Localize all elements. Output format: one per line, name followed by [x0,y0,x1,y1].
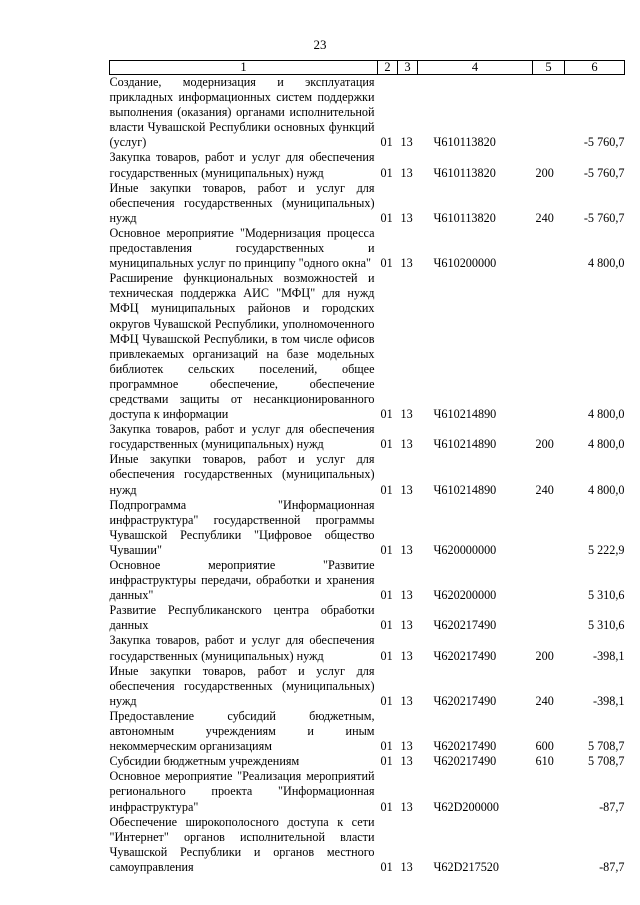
row-target-article: Ч610200000 [433,256,497,271]
row-section: 01 [380,618,393,633]
row-amount: 5 708,7 [587,754,625,769]
row-subsection: 13 [400,437,413,452]
row-amount: -5 760,7 [583,210,625,225]
row-amount: 4 800,0 [587,256,625,271]
table-row [110,633,625,663]
row-section: 01 [380,135,393,150]
row-name: Основное мероприятие "Модернизация процесса предоставления государственных и муниципальных услуг по принципу "одного окна" [109,225,375,271]
row-subsection: 13 [400,618,413,633]
column-header: 5 [533,61,565,75]
row-amount: -5 760,7 [583,165,625,180]
table-row [110,754,625,769]
row-section: 01 [380,542,393,557]
row-subsection: 13 [400,693,413,708]
row-name: Основное мероприятие "Реализация мероприятий регионального проекта "Информационная инфраструктура" [109,769,375,814]
row-section: 01 [380,799,393,814]
row-expense-type: 240 [535,693,554,708]
row-name: Закупка товаров, работ и услуг для обеспечения государственных (муниципальных) нужд [109,422,375,452]
row-amount: -5 760,7 [583,135,625,150]
table-row [110,709,625,754]
row-section: 01 [380,407,393,422]
row-section: 01 [380,739,393,754]
column-header: 1 [110,61,378,75]
row-expense-type: 200 [535,437,554,452]
table-row [110,498,625,558]
row-name: Закупка товаров, работ и услуг для обеспечения государственных (муниципальных) нужд [109,150,375,180]
row-subsection: 13 [400,135,413,150]
row-target-article: Ч610214890 [433,482,497,497]
table-row [110,422,625,452]
row-name: Субсидии бюджетным учреждениям [109,754,300,769]
row-subsection: 13 [400,739,413,754]
column-header: 3 [398,61,418,75]
row-amount: 4 800,0 [587,407,625,422]
row-amount: 4 800,0 [587,437,625,452]
table-header [110,61,625,75]
row-name: Иные закупки товаров, работ и услуг для обеспечения государственных (муниципальных) нужд [109,663,375,708]
row-target-article: Ч620217490 [433,648,497,663]
row-target-article: Ч620217490 [433,739,497,754]
row-section: 01 [380,256,393,271]
row-section: 01 [380,437,393,452]
row-name: Создание, модернизация и эксплуатация прикладных информационных систем поддержки выполнения (оказания) органами исполнительной власти Чувашской Республики основных функций (услуг) [109,75,375,150]
row-expense-type: 200 [535,648,554,663]
row-amount: -87,7 [599,859,625,874]
row-subsection: 13 [400,588,413,603]
row-section: 01 [380,210,393,225]
table-row [110,181,625,226]
row-name: Основное мероприятие "Развитие инфраструктуры передачи, обработки и хранения данных" [109,558,375,603]
row-target-article: Ч620217490 [433,754,497,769]
row-expense-type [533,603,565,633]
row-name: Обеспечение широкополосного доступа к сети "Интернет" органов исполнительной власти Чувашской Республики и органов местного самоуправления [109,814,375,874]
column-header: 6 [565,61,625,75]
row-name: Иные закупки товаров, работ и услуг для обеспечения государственных (муниципальных) нужд [109,180,375,225]
table-row [110,603,625,633]
row-expense-type: 240 [535,482,554,497]
row-target-article: Ч620217490 [433,618,497,633]
table-row [110,271,625,422]
row-amount: -398,1 [593,648,625,663]
row-subsection: 13 [400,165,413,180]
row-amount: -398,1 [593,693,625,708]
table-row [110,769,625,814]
column-header: 2 [378,61,398,75]
row-name: Закупка товаров, работ и услуг для обеспечения государственных (муниципальных) нужд [109,633,375,663]
row-target-article: Ч620200000 [433,588,497,603]
row-expense-type: 600 [535,739,554,754]
row-amount: 5 708,7 [587,739,625,754]
column-header: 4 [418,61,533,75]
table-row [110,150,625,180]
row-name: Расширение функциональных возможностей и техническая поддержка АИС "МФЦ" для нужд МФЦ муниципальных районов и городских округов Чувашской Республики, уполномоченного МФЦ Чувашской Республики, в том числе офисов привлекаемых организаций на базе модельных библиотек сельских поселений, общее программное обеспечение, обеспечение средствами защиты от несанкционированного доступа к информации [109,271,375,422]
table-row [110,558,625,603]
row-target-article: Ч610214890 [433,407,497,422]
table-row [110,664,625,709]
row-amount: 4 800,0 [587,482,625,497]
table-body [110,75,625,875]
row-subsection: 13 [400,799,413,814]
row-section: 01 [380,482,393,497]
row-amount: -87,7 [599,799,625,814]
row-target-article: Ч620217490 [433,693,497,708]
table-row [110,452,625,497]
row-target-article: Ч610113820 [433,165,496,180]
row-expense-type [533,558,565,603]
row-subsection: 13 [400,648,413,663]
table-row [110,75,625,151]
row-section: 01 [380,648,393,663]
row-amount: 5 310,6 [587,618,625,633]
row-target-article: Ч610113820 [433,135,496,150]
row-name: Развитие Республиканского центра обработки данных [109,603,375,633]
row-name: Подпрограмма "Информационная инфраструктура" государственной программы Чувашской Республики "Цифровое общество Чувашии" [109,497,375,557]
row-expense-type [533,226,565,271]
row-section: 01 [380,588,393,603]
row-expense-type [533,75,565,151]
row-section: 01 [380,754,393,769]
page-number: 23 [313,37,327,52]
row-subsection: 13 [400,542,413,557]
row-expense-type [533,769,565,814]
row-amount: 5 310,6 [587,588,625,603]
row-subsection: 13 [400,210,413,225]
row-target-article: Ч610113820 [433,210,496,225]
row-amount: 5 222,9 [587,542,625,557]
row-target-article: Ч620000000 [433,542,497,557]
row-subsection: 13 [400,859,413,874]
row-expense-type: 610 [535,754,554,769]
row-name: Предоставление субсидий бюджетным, автономным учреждениям и иным некоммерческим организациям [109,708,375,754]
row-section: 01 [380,693,393,708]
table-row [110,226,625,271]
row-section: 01 [380,859,393,874]
row-target-article: Ч62D200000 [433,799,499,814]
row-target-article: Ч62D217520 [433,859,499,874]
row-section: 01 [380,165,393,180]
row-subsection: 13 [400,407,413,422]
row-subsection: 13 [400,754,413,769]
row-subsection: 13 [400,482,413,497]
table-row [110,815,625,875]
row-expense-type: 200 [535,165,554,180]
row-expense-type: 240 [535,210,554,225]
budget-table [109,60,625,875]
row-target-article: Ч610214890 [433,437,497,452]
row-subsection: 13 [400,256,413,271]
row-name: Иные закупки товаров, работ и услуг для обеспечения государственных (муниципальных) нужд [109,452,375,497]
row-expense-type [533,271,565,422]
row-expense-type [533,815,565,875]
row-expense-type [533,498,565,558]
